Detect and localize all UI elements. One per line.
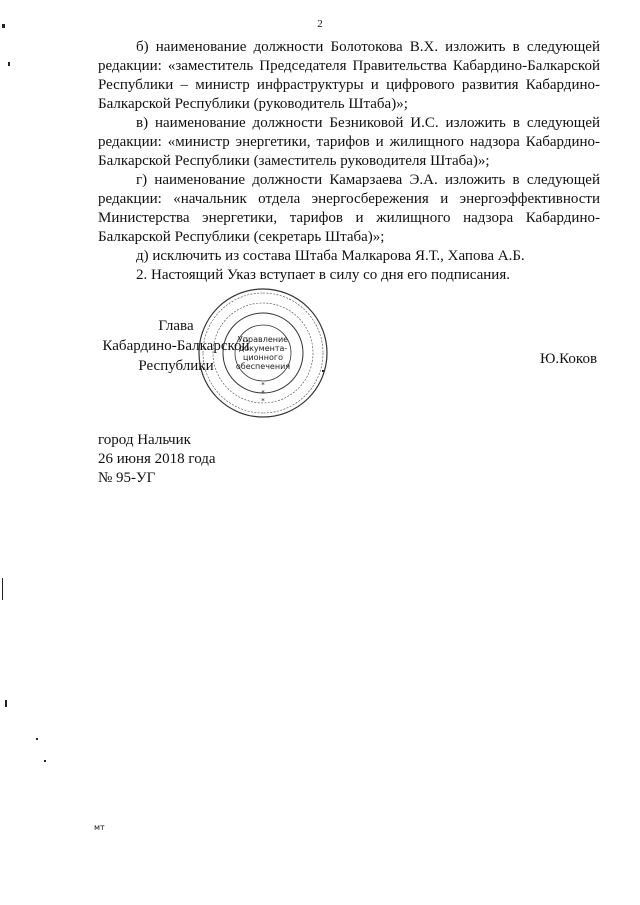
- scan-mark: [5, 700, 7, 707]
- signatory-name: Ю.Коков: [540, 351, 598, 367]
- paragraph-d: д) исключить из состава Штаба Малкарова Я.Т., Хапова А.Б.: [136, 248, 525, 264]
- seal-center-line1: Управление: [237, 335, 289, 344]
- paragraph-v: в) наименование должности Безниковой И.С. изложить в следующей редакции: «министр энергетики, тарифов и жилищного надзора Кабардино-Балкарской Республики (заместитель руководителя Штаба)»;: [98, 115, 600, 169]
- bottom-mark: мт: [94, 823, 105, 832]
- svg-text:*: *: [261, 389, 265, 397]
- scan-mark: [2, 24, 5, 28]
- seal-center-line4: обеспечения: [235, 362, 291, 371]
- decree-body: [98, 38, 600, 285]
- page-number: 2: [317, 18, 323, 30]
- signatory-title-line1: Глава: [158, 318, 194, 334]
- scan-mark: [2, 578, 3, 600]
- seal-center-line2: документа-: [238, 344, 288, 353]
- scan-mark: [36, 738, 38, 740]
- decree-date: 26 июня 2018 года: [98, 451, 216, 467]
- scan-mark: [8, 62, 10, 66]
- decree-number: № 95-УГ: [98, 470, 156, 486]
- signatory-title-line2: Кабардино-Балкарской: [102, 338, 250, 354]
- svg-text:*: *: [261, 381, 265, 389]
- signatory-title-line3: Республики: [138, 358, 214, 374]
- seal-center-line3: ционного: [243, 353, 283, 362]
- svg-text:*: *: [261, 397, 265, 405]
- scan-mark: [44, 760, 46, 762]
- scan-mark: [322, 370, 324, 372]
- decree-footer: [98, 431, 216, 488]
- paragraph-b: б) наименование должности Болотокова В.Х. изложить в следующей редакции: «заместитель Председателя Правительства Кабардино-Балкарской Республики – министр инфраструктуры и цифрового развития Кабардино-Балкарской Республики (руководитель Штаба)»;: [98, 39, 600, 112]
- city: город Нальчик: [98, 432, 191, 448]
- paragraph-g: г) наименование должности Камарзаева Э.А. изложить в следующей редакции: «начальник отдела энергосбережения и энергоэффективности Министерства энергетики, тарифов и жилищного надзора Кабардино-Балкарской Республики (секретарь Штаба)»;: [98, 172, 600, 245]
- signatory-title: [96, 316, 256, 376]
- paragraph-effective: 2. Настоящий Указ вступает в силу со дня его подписания.: [136, 267, 510, 283]
